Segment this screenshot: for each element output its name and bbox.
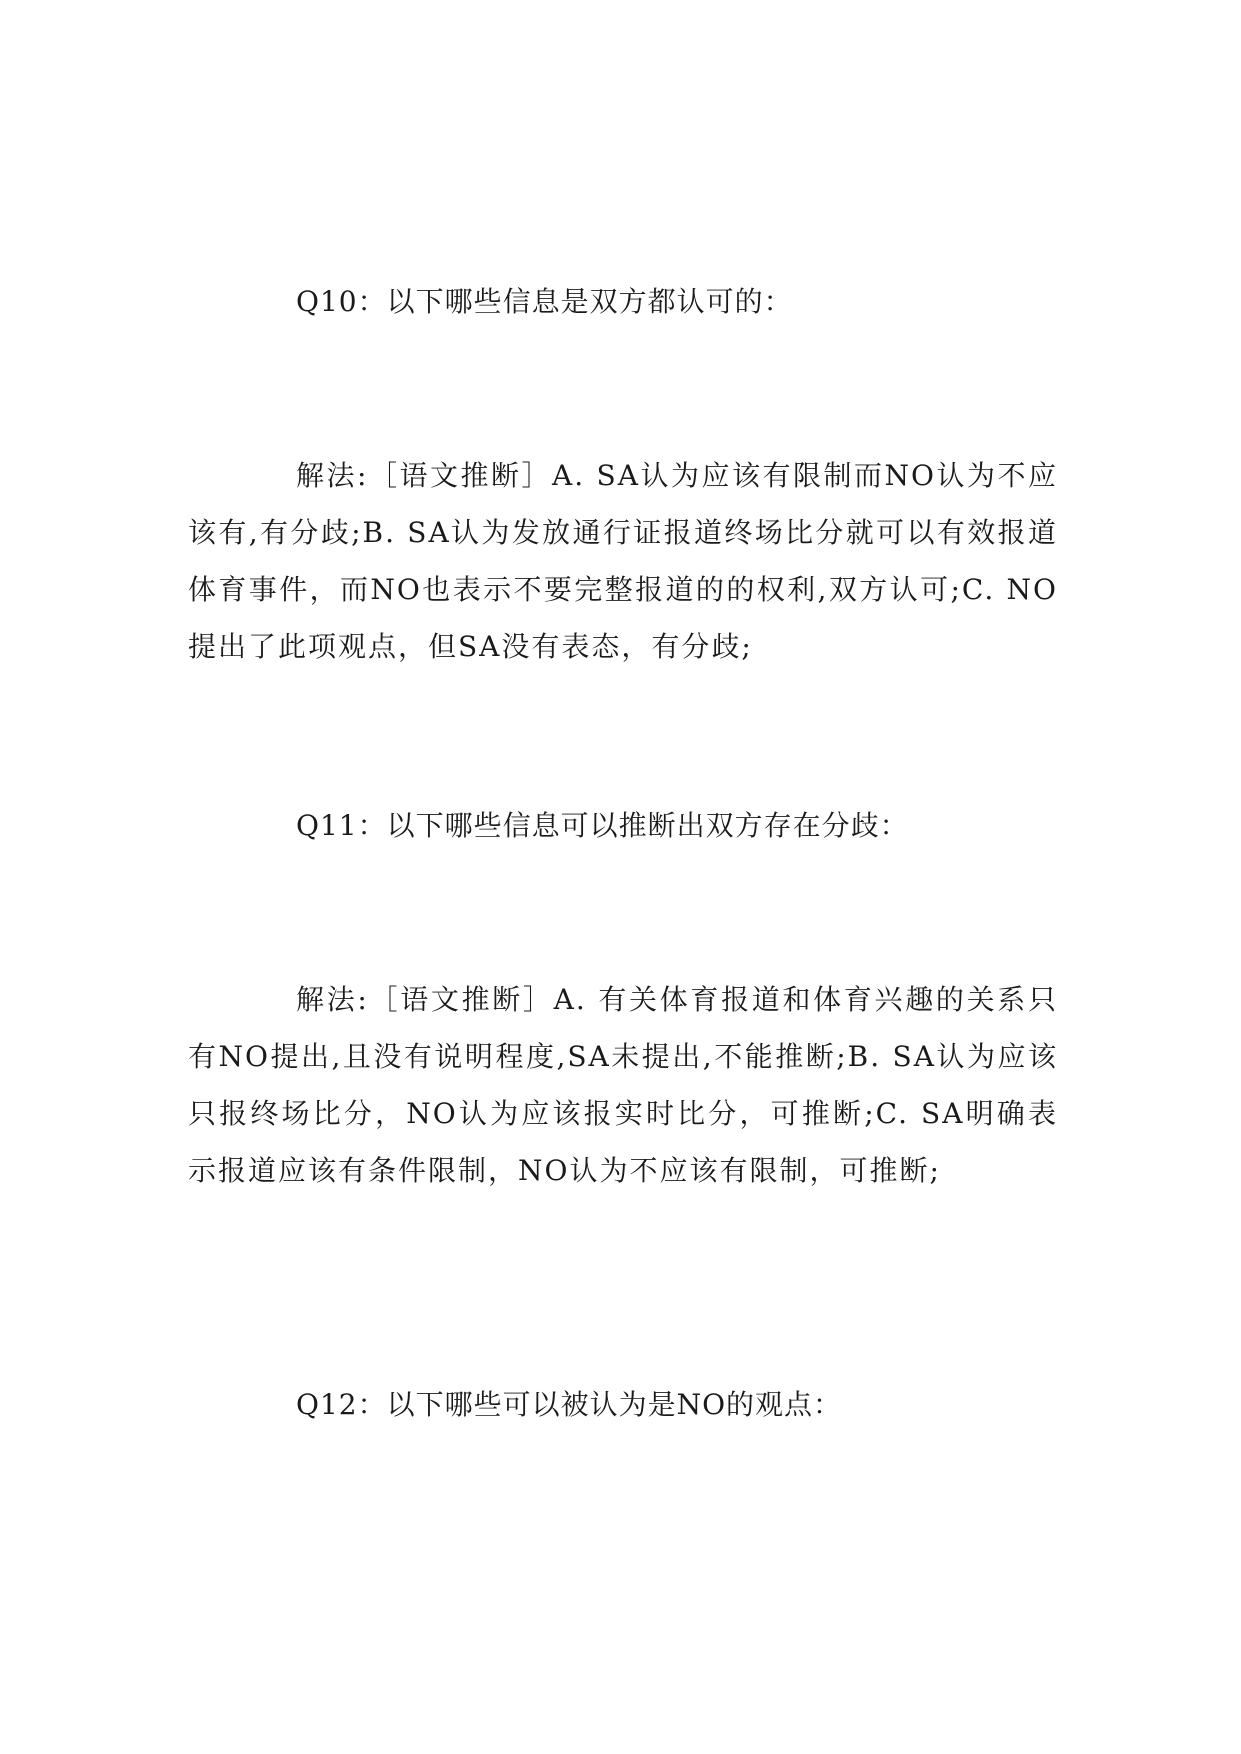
question-q11: Q11：以下哪些信息可以推断出双方存在分歧： (296, 809, 909, 842)
solution-q11: 解法:［语文推断］A. 有关体育报道和体育兴趣的关系只有NO提出,且没有说明程度,SA未提出,不能推断;B. SA认为应该只报终场比分，NO认为应该报实时比分，可推断;C. SA明确表示报道应该有条件限制，NO认为不应该有限制，可推断; (188, 983, 1058, 1187)
question-q10: Q10：以下哪些信息是双方都认可的： (296, 285, 793, 318)
solution-q10: 解法:［语文推断］A. SA认为应该有限制而NO认为不应该有,有分歧;B. SA认为发放通行证报道终场比分就可以有效报道体育事件，而NO也表示不要完整报道的的权利,双方认可;C. NO提出了此项观点，但SA没有表态，有分歧; (188, 459, 1058, 663)
question-q12: Q12：以下哪些可以被认为是NO的观点： (296, 1388, 843, 1421)
